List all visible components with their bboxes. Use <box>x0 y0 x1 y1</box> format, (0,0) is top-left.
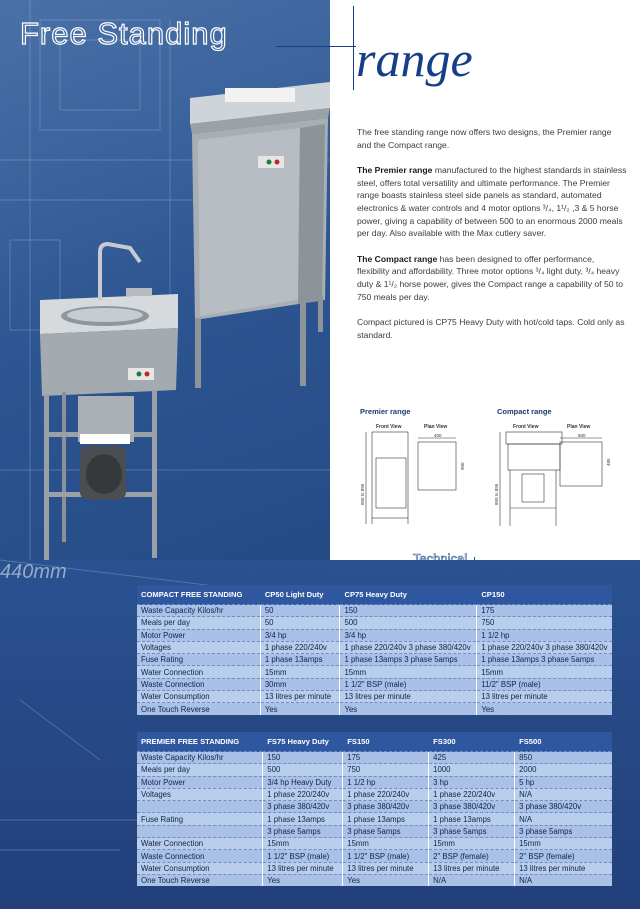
table-cell: 850 <box>515 752 612 764</box>
row-label: Meals per day <box>137 764 263 776</box>
table-cell: 2000 <box>515 764 612 776</box>
table-cell: 1 phase 13amps <box>429 813 515 825</box>
premier-plan-width: 400 <box>434 433 442 438</box>
table-cell: 1 phase 13amps <box>260 654 340 666</box>
row-label: Voltages <box>137 641 260 653</box>
table-cell: 1 phase 220/240v <box>343 788 429 800</box>
title-divider-vertical <box>353 6 354 90</box>
table-cell: N/A <box>429 874 515 886</box>
table-row <box>137 703 612 715</box>
row-label: Waste Connection <box>137 850 263 862</box>
table-cell: 1 phase 220/240v <box>429 788 515 800</box>
row-label: One Touch Reverse <box>137 703 260 715</box>
table-cell: 30mm <box>260 678 340 690</box>
table-header-cell: CP75 Heavy Duty <box>340 585 477 605</box>
compact-front-view-label: Front View <box>513 424 539 430</box>
table-cell: 500 <box>263 764 343 776</box>
table-cell: 15mm <box>263 838 343 850</box>
table-cell: N/A <box>515 874 612 886</box>
table-cell: 3 phase 380/420v <box>263 801 343 813</box>
compact-diagram-title: Compact range <box>497 407 552 416</box>
technical-drawings <box>340 400 620 550</box>
table-cell: 3 phase 5amps <box>343 825 429 837</box>
premier-range-heading: The Premier range <box>357 165 433 176</box>
premier-diagram-title: Premier range <box>360 407 411 416</box>
table-cell: 1 phase 220/240v 3 phase 380/420v <box>340 641 477 653</box>
table-cell: 1000 <box>429 764 515 776</box>
table-row <box>137 764 612 776</box>
table-row <box>137 825 612 837</box>
table-cell: 150 <box>263 752 343 764</box>
compact-plan-depth: 485 <box>606 458 611 466</box>
compact-range-text: has been designed to offer performance, flexibility and affordability. Three motor options ³/₄ light duty, ³/₄ heavy duty & 1¹/₂ horse power, gives the Compact range a capability of 50 to 750 meals per day. <box>357 253 624 302</box>
premier-range-text: manufactured to the highest standards in stainless steel, offers total versatility and ultimate performance. The Premier range boasts stainless steel side panels as standard, automated electronics & water controls and 4 motor options ³/₄, 1¹/₂ ,3 & 5 horse power, giving a capability of between 500 to an enormous 2000 meals per day. Also available with the Max cutlery saver. <box>357 165 627 239</box>
table-cell: Yes <box>340 703 477 715</box>
table-cell: 500 <box>340 617 477 629</box>
table-header-row <box>137 732 612 752</box>
row-label: Water Connection <box>137 838 263 850</box>
table-header-cell: FS300 <box>429 732 515 752</box>
table-row <box>137 752 612 764</box>
row-label: Water Connection <box>137 666 260 678</box>
title-divider <box>276 46 356 47</box>
table-cell: 13 litres per minute <box>477 691 612 703</box>
technical-heading-line1: Technical <box>412 551 468 566</box>
table-header-row <box>137 585 612 605</box>
table-cell: 1 1/2 hp <box>477 629 612 641</box>
row-label <box>137 801 263 813</box>
table-cell: 3/4 hp <box>340 629 477 641</box>
product-photo <box>0 60 330 580</box>
table-cell: 13 litres per minute <box>515 862 612 874</box>
table-header-cell: COMPACT FREE STANDING <box>137 585 260 605</box>
table-cell: 15mm <box>429 838 515 850</box>
row-label: Water Consumption <box>137 862 263 874</box>
table-cell: 13 litres per minute <box>343 862 429 874</box>
table-cell: Yes <box>260 703 340 715</box>
table-cell: 425 <box>429 752 515 764</box>
table-cell: N/A <box>515 813 612 825</box>
page-title: Free Standing <box>20 16 228 51</box>
table-row <box>137 788 612 800</box>
compact-spec-table <box>137 585 612 715</box>
table-cell: 3/4 hp Heavy Duty <box>263 776 343 788</box>
dimension-label: 440mm <box>0 561 67 580</box>
table-cell: 2" BSP (female) <box>515 850 612 862</box>
table-cell: 3 phase 380/420v <box>343 801 429 813</box>
table-cell: 3/4 hp <box>260 629 340 641</box>
premier-plan-view-label: Plan View <box>424 424 448 430</box>
table-cell: N/A <box>515 788 612 800</box>
compact-plan-drawing <box>560 438 602 486</box>
row-label: Motor Power <box>137 629 260 641</box>
premier-front-drawing <box>366 432 408 524</box>
table-cell: 1 phase 220/240v <box>260 641 340 653</box>
intro-paragraph-3 <box>357 253 627 303</box>
table-row <box>137 666 612 678</box>
row-label: One Touch Reverse <box>137 874 263 886</box>
table-header-cell: CP50 Light Duty <box>260 585 340 605</box>
table-cell: Yes <box>343 874 429 886</box>
row-label: Fuse Rating <box>137 654 260 666</box>
technical-details-heading <box>395 553 485 579</box>
row-label: Fuse Rating <box>137 813 263 825</box>
table-header-cell: FS150 <box>343 732 429 752</box>
row-label: Water Consumption <box>137 691 260 703</box>
compact-plan-width: 500 <box>578 433 586 438</box>
intro-paragraph-1: The free standing range now offers two designs, the Premier range and the Compact range. <box>357 127 612 150</box>
compact-front-drawing <box>500 432 562 526</box>
table-cell: 175 <box>343 752 429 764</box>
table-cell: Yes <box>263 874 343 886</box>
row-label: Waste Capacity Kilos/hr <box>137 605 260 617</box>
table-cell: 1 1/2 hp <box>343 776 429 788</box>
table-row <box>137 776 612 788</box>
table-row <box>137 838 612 850</box>
page-subtitle: range <box>356 31 473 87</box>
premier-unit-illustration <box>190 82 330 388</box>
table-row <box>137 874 612 886</box>
row-label <box>137 825 263 837</box>
table-cell: 1 1/2" BSP (male) <box>343 850 429 862</box>
table-row <box>137 641 612 653</box>
table-row <box>137 813 612 825</box>
row-label: Meals per day <box>137 617 260 629</box>
table-cell: 15mm <box>343 838 429 850</box>
intro-text <box>357 126 627 354</box>
table-row <box>137 801 612 813</box>
table-cell: 3 phase 5amps <box>515 825 612 837</box>
table-cell: 11/2" BSP (male) <box>477 678 612 690</box>
table-cell: 1 phase 13amps <box>263 813 343 825</box>
table-row <box>137 605 612 617</box>
table-row <box>137 862 612 874</box>
premier-plan-depth: 900 <box>460 462 465 470</box>
table-cell: 50 <box>260 617 340 629</box>
table-cell: 15mm <box>260 666 340 678</box>
table-cell: 15mm <box>515 838 612 850</box>
table-cell: 3 phase 5amps <box>429 825 515 837</box>
table-cell: Yes <box>477 703 612 715</box>
table-cell: 3 phase 380/420v <box>515 801 612 813</box>
table-cell: 13 litres per minute <box>260 691 340 703</box>
premier-plan-drawing <box>418 438 456 490</box>
table-cell: 13 litres per minute <box>263 862 343 874</box>
table-header-cell: CP150 <box>477 585 612 605</box>
table-header-cell: FS500 <box>515 732 612 752</box>
row-label: Motor Power <box>137 776 263 788</box>
intro-paragraph-2 <box>357 164 627 240</box>
compact-plan-view-label: Plan View <box>567 424 591 430</box>
compact-height-dim: 850 to 895 <box>494 483 499 505</box>
table-row <box>137 678 612 690</box>
row-label: Waste Connection <box>137 678 260 690</box>
table-cell: 1 1/2" BSP (male) <box>340 678 477 690</box>
table-row <box>137 654 612 666</box>
table-cell: 15mm <box>340 666 477 678</box>
table-cell: 1 phase 13amps 3 phase 5amps <box>477 654 612 666</box>
table-cell: 750 <box>477 617 612 629</box>
table-cell: 1 phase 13amps <box>343 813 429 825</box>
compact-unit-illustration <box>40 244 178 560</box>
compact-range-heading: The Compact range <box>357 253 438 264</box>
technical-heading-line2: details <box>418 563 462 580</box>
table-header-cell: FS75 Heavy Duty <box>263 732 343 752</box>
table-cell: 750 <box>343 764 429 776</box>
premier-front-view-label: Front View <box>376 424 402 430</box>
table-cell: 1 phase 13amps 3 phase 5amps <box>340 654 477 666</box>
intro-paragraph-4: Compact pictured is CP75 Heavy Duty with hot/cold taps. Cold only as standard. <box>357 317 625 340</box>
premier-height-dim: 850 to 895 <box>360 483 365 505</box>
table-cell: 3 phase 5amps <box>263 825 343 837</box>
row-label: Voltages <box>137 788 263 800</box>
table-row <box>137 629 612 641</box>
table-cell: 3 phase 380/420v <box>429 801 515 813</box>
table-row <box>137 691 612 703</box>
row-label: Waste Capacity Kilos/hr <box>137 752 263 764</box>
table-row <box>137 617 612 629</box>
table-cell: 1 phase 220/240v <box>263 788 343 800</box>
table-header-cell: PREMIER FREE STANDING <box>137 732 263 752</box>
premier-spec-table <box>137 732 612 886</box>
table-cell: 50 <box>260 605 340 617</box>
table-cell: 13 litres per minute <box>429 862 515 874</box>
table-cell: 175 <box>477 605 612 617</box>
table-cell: 13 litres per minute <box>340 691 477 703</box>
table-cell: 5 hp <box>515 776 612 788</box>
table-cell: 1 phase 220/240v 3 phase 380/420v <box>477 641 612 653</box>
table-cell: 3 hp <box>429 776 515 788</box>
table-cell: 15mm <box>477 666 612 678</box>
table-row <box>137 850 612 862</box>
table-cell: 2" BSP (female) <box>429 850 515 862</box>
table-cell: 150 <box>340 605 477 617</box>
table-cell: 1 1/2" BSP (male) <box>263 850 343 862</box>
